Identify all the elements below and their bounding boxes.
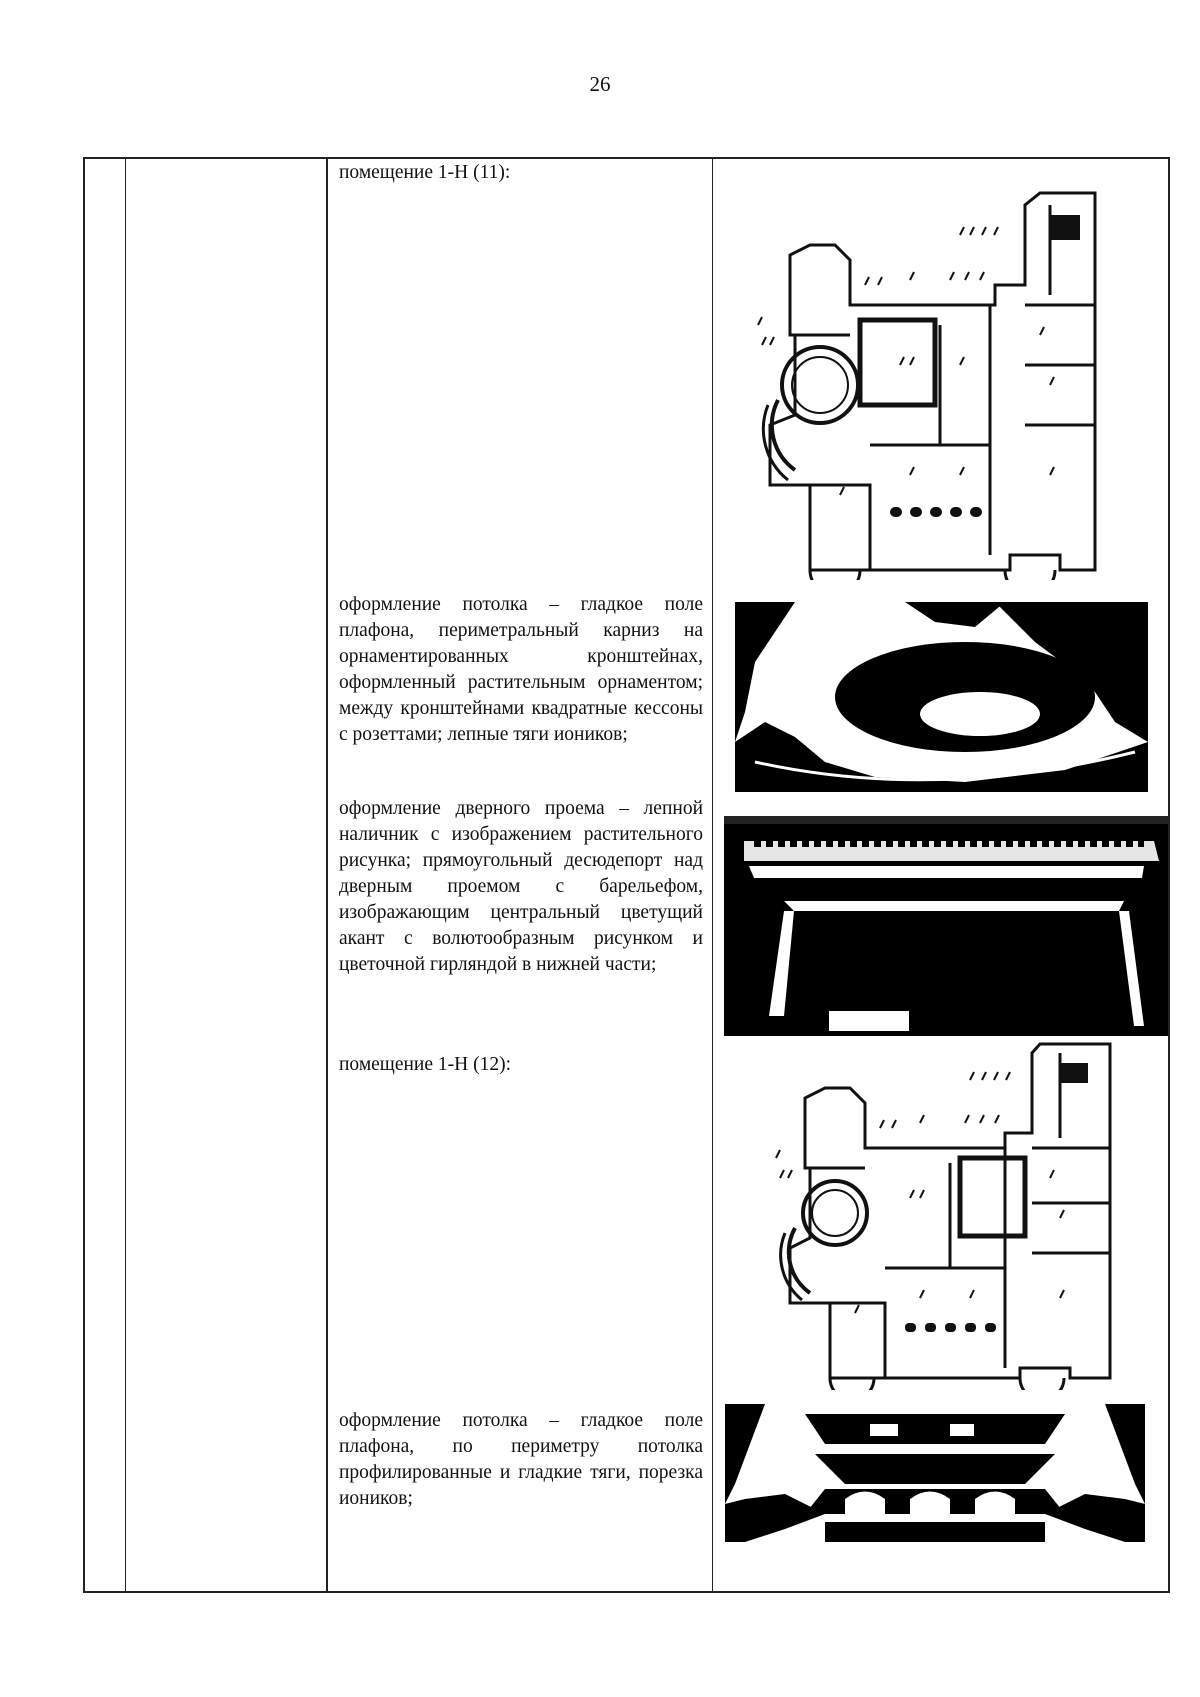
column-divider-2 xyxy=(326,157,328,1593)
ceiling-photo-11 xyxy=(735,602,1148,792)
door-description-11: оформление дверного проема – лепной наличник с изображением растительного рисунка; прямоугольный десюдепорт над дверным проемом с барельефом, изображающим центральный цветущий акант с волютообразным рисунком и цветочной гирляндой в нижней части; xyxy=(339,798,703,975)
table-border-bottom xyxy=(83,1591,1170,1593)
column-divider-1 xyxy=(125,157,126,1593)
floor-plan-room-11 xyxy=(750,185,1118,580)
floor-plan-room-12 xyxy=(770,1038,1138,1390)
photo-icon xyxy=(735,602,1148,792)
ceiling-description-12: оформление потолка – гладкое поле плафона, по периметру потолка профилированные и гладкие тяги, порезка иоников; xyxy=(339,1410,703,1509)
ceiling-description-11: оформление потолка – гладкое поле плафона, периметральный карниз на орнаментированных кронштейнах, оформленный растительным орнаментом; между кронштейнами квадратные кессоны с розеттами; лепные тяги иоников; xyxy=(339,594,703,745)
door-photo-11 xyxy=(724,816,1168,1036)
table-border-right xyxy=(1168,157,1170,1593)
column-divider-3 xyxy=(712,157,713,1593)
floor-plan-icon xyxy=(750,185,1118,580)
photo-icon xyxy=(724,816,1168,1036)
page-number: 26 xyxy=(589,72,611,96)
room-12-heading: помещение 1-Н (12): xyxy=(339,1054,511,1075)
ceiling-photo-12 xyxy=(725,1404,1145,1542)
photo-icon xyxy=(725,1404,1145,1542)
room-11-heading: помещение 1-Н (11): xyxy=(339,162,511,183)
table-border-top xyxy=(83,157,1170,159)
table-border-left xyxy=(83,157,85,1593)
floor-plan-icon xyxy=(770,1038,1138,1390)
